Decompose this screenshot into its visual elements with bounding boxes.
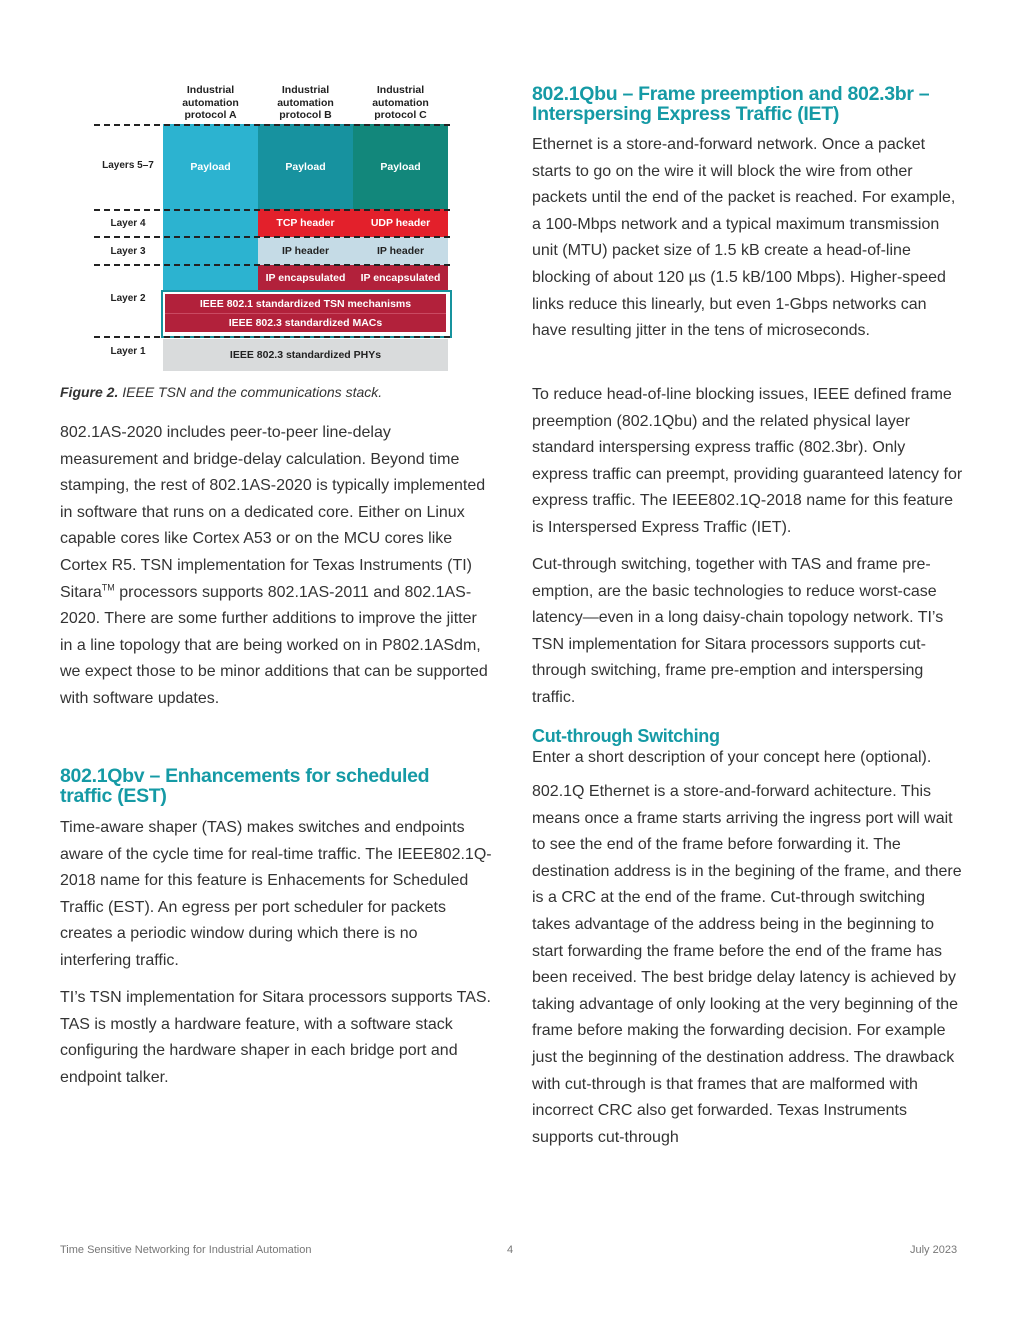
caption-text: IEEE TSN and the communications stack. <box>122 384 383 400</box>
udp-header-box: UDP header <box>353 209 448 237</box>
paragraph-cut-through-intro: Cut-through switching, together with TAS and frame pre-emption, are the basic technologies to reduce worst-case latency—even in a long daisy-chain topology network. TI’s TSN implementation for Sitara processors supports cut-through switching, frame pre-emption and interspersing traffic. <box>532 556 944 706</box>
ip-encapsulated-b: IP encapsulated <box>258 265 353 291</box>
paragraph-store-forward: Ethernet is a store-and-forward network. Once a packet starts to go on the wire it will block the wire from other packets until the end of the packet is reached. For example, a 100-Mbps network and a typical maximum transmission unit (MTU) packet size of 1.5 kB create a head-of-line blocking of about 120 µs (1.5 kB/100 Mbps). Higher-speed links reduce this linearly, but even 1-Gbps networks can have resulting jitter in the tens of microseconds. <box>532 136 956 340</box>
paragraph-tas: Time-aware shaper (TAS) makes switches and endpoints aware of the cycle time for real-time traffic. The IEEE802.1Q-2018 name for this feature is Enhacements for Scheduled Traffic (EST). An egress per port scheduler for packets creates a periodic window during which there is no interfering traffic. <box>60 819 492 969</box>
col-header-b: Industrial automation protocol B <box>277 84 334 121</box>
footer-page-number: 4 <box>507 1244 514 1256</box>
payload-b: Payload <box>258 124 353 209</box>
label-layer-2: Layer 2 <box>110 293 146 304</box>
layer2-box <box>165 294 446 332</box>
ip-header-box-c: IP header <box>353 237 448 265</box>
heading-802-1qbu: 802.1Qbu – Frame preemption and 802.3br – Interspersing Express Traffic (IET) <box>532 83 930 125</box>
paragraph-text: 802.1AS-2020 includes peer-to-peer line-delay measurement and bridge-delay calculation. Beyond time stamping, the rest of 802.1AS-2020 is typically implemented in software that runs on a dedicated core. Either on Linux capable cores like Cortex A53 or on the MCU cores like Cortex R5. TSN implementation for Texas Instruments (TI) Sitara <box>60 424 486 601</box>
heading-cut-through: Cut-through Switching <box>532 726 720 746</box>
col-header-c: Industrial automation protocol C <box>372 84 429 121</box>
heading-802-1qbv: 802.1Qbv – Enhancements for scheduled traffic (EST) <box>60 765 430 807</box>
payload-c: Payload <box>353 124 448 209</box>
divider-line <box>94 264 450 266</box>
paragraph-cut-through-details: 802.1Q Ethernet is a store-and-forward achitecture. This means once a frame starts arriving the ingress port will wait to see the end of the frame before forwarding it. The destination address is in the begining of the frame, and there is a CRC at the end of the frame. Cut-through switching takes advantage of the address being in the beginning to start forwarding the frame before the end of the frame has been received. The best bridge delay latency is achieved by taking advantage of only looking at the very beginning of the frame before making the forwarding decision. For example just the beginning of the destination address. The drawback with cut-through is that frames that are malformed with incorrect CRC also get forwarded. Texas Instruments supports cut-through <box>532 783 962 1146</box>
footer-title: Time Sensitive Networking for Industrial Automation <box>60 1244 312 1256</box>
macs-label: IEEE 802.3 standardized MACs <box>228 316 383 329</box>
paragraph-concept-placeholder: Enter a short description of your concept here (optional). <box>532 749 932 766</box>
divider-line <box>94 124 450 126</box>
payload-a: Payload <box>163 124 258 209</box>
trademark-mark: TM <box>101 582 115 593</box>
label-layer-3: Layer 3 <box>110 246 146 257</box>
paragraph-frame-preemption: To reduce head-of-line blocking issues, IEEE defined frame preemption (802.1Qbu) and the related physical layer standard interspersing express traffic (802.3br). Only express traffic can preempt, providing guaranteed latency for express traffic. The IEEE802.1Q-2018 name for this feature is Interspersed Express Traffic (IET). <box>532 386 963 536</box>
footer-date: July 2023 <box>910 1244 958 1256</box>
caption-label: Figure 2. <box>60 384 119 400</box>
divider-line <box>94 209 450 211</box>
label-layer-4: Layer 4 <box>110 218 146 229</box>
figure-caption <box>60 384 382 400</box>
paragraph-ti-tas: TI’s TSN implementation for Sitara processors supports TAS. TAS is mostly a hardware feature, with a software stack configuring the hardware shaper in each bridge port and endpoint talker. <box>60 989 491 1086</box>
figure-tsn-stack <box>94 84 450 371</box>
col-header-a: Industrial automation protocol A <box>182 84 239 121</box>
tcp-header-box: TCP header <box>258 209 353 237</box>
ip-header-box-b: IP header <box>258 237 353 265</box>
tsn-mechanisms-label: IEEE 802.1 standardized TSN mechanisms <box>165 295 446 314</box>
paragraph-text: processors supports 802.1AS-2011 and 802.1AS-2020. There are some further additions to improve the jitter in a line topology that are being worked on in P802.1ASdm, we expect those to be minor additions that can be supported with software updates. <box>60 583 488 707</box>
ip-encapsulated-c: IP encapsulated <box>353 265 448 291</box>
protocol-a-lower <box>163 209 258 291</box>
label-layers-5-7: Layers 5–7 <box>102 160 154 171</box>
phys-box: IEEE 802.3 standardized PHYs <box>163 339 448 371</box>
divider-line <box>94 336 450 338</box>
label-layer-1: Layer 1 <box>110 346 146 357</box>
paragraph-802-1as <box>60 420 492 713</box>
divider-line <box>94 236 450 238</box>
